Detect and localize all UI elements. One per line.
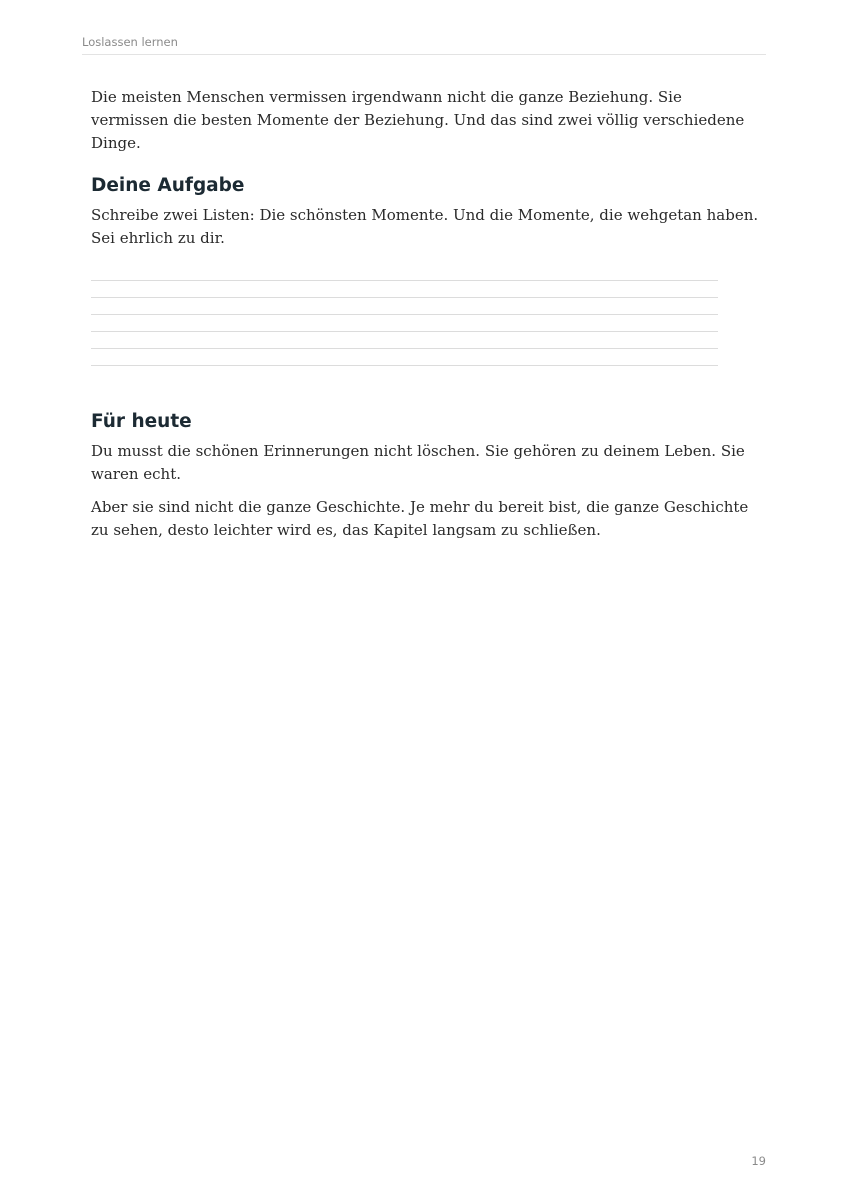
writing-line: [91, 332, 718, 349]
page-content: [91, 86, 763, 552]
writing-lines: [91, 264, 718, 366]
writing-line: [91, 349, 718, 366]
today-heading: Für heute: [91, 411, 192, 432]
task-paragraph: Schreibe zwei Listen: Die schönsten Momente. Und die Momente, die wehgetan haben. Sei ehrlich zu dir.: [91, 206, 759, 247]
writing-line: [91, 298, 718, 315]
page-number: 19: [751, 1154, 766, 1168]
running-header: Loslassen lernen: [82, 34, 766, 55]
intro-paragraph: Die meisten Menschen vermissen irgendwann nicht die ganze Beziehung. Sie vermissen die besten Momente der Beziehung. Und das sind zwei völlig verschiedene Dinge.: [91, 88, 745, 152]
today-paragraph-1: Du musst die schönen Erinnerungen nicht löschen. Sie gehören zu deinem Leben. Sie waren echt.: [91, 442, 745, 483]
writing-line: [91, 315, 718, 332]
writing-line: [91, 264, 718, 281]
today-paragraph-2: Aber sie sind nicht die ganze Geschichte. Je mehr du bereit bist, die ganze Geschichte zu sehen, desto leichter wird es, das Kapitel langsam zu schließen.: [91, 498, 749, 539]
section-spacer: [91, 366, 763, 410]
writing-line: [91, 281, 718, 298]
task-heading: Deine Aufgabe: [91, 175, 245, 196]
